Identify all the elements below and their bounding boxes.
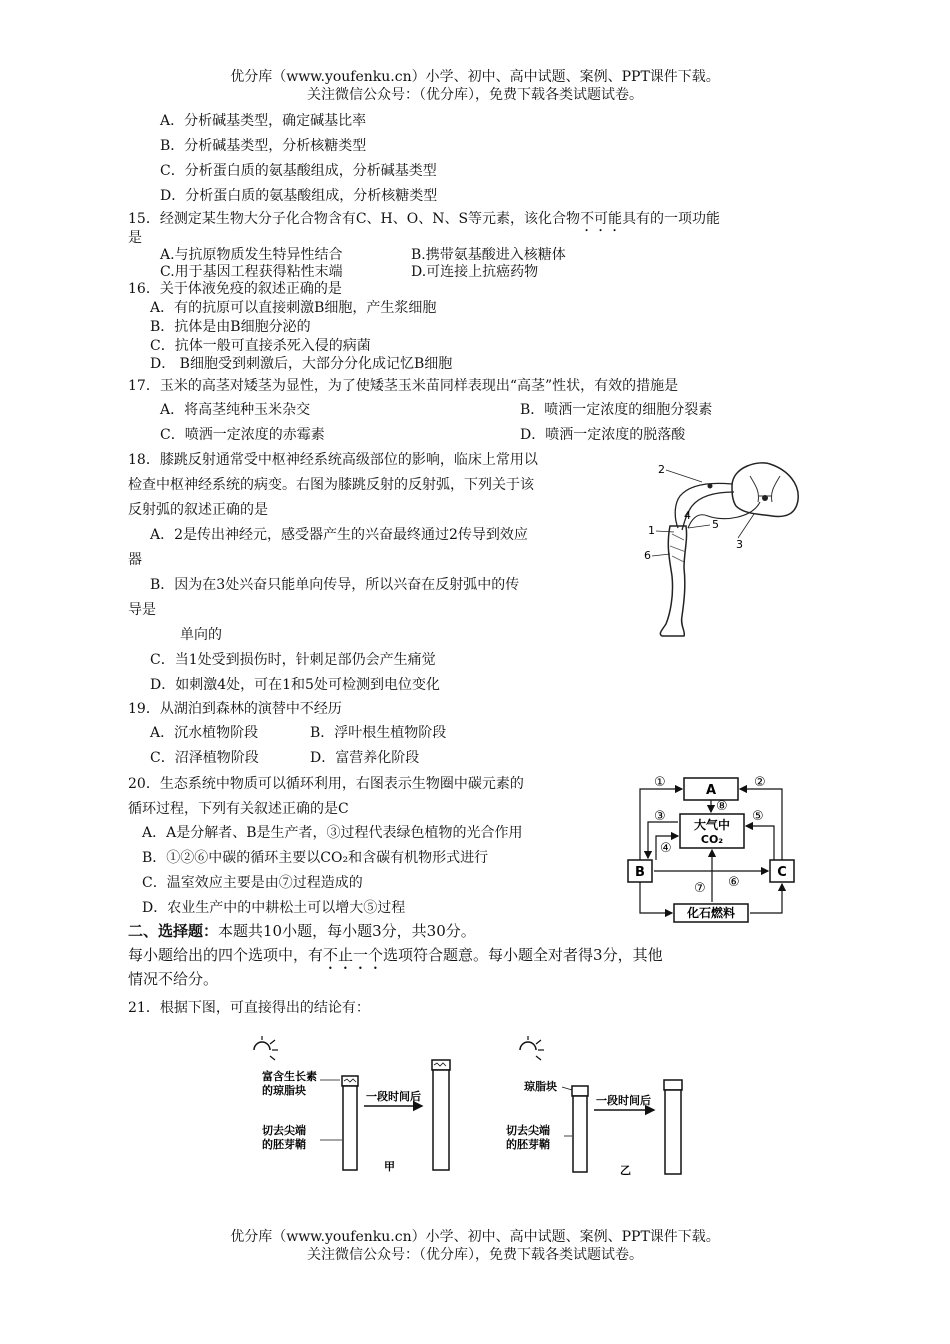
- q16-option-d: D． B细胞受到刺激后，大部分分化成记忆B细胞: [150, 356, 453, 372]
- q14-option-b: B．分析碱基类型，分析核糖类型: [160, 138, 367, 154]
- section-2-instructions-cont: 情况不给分。: [128, 970, 219, 988]
- reflex-label-4: 4: [684, 509, 691, 522]
- q18-stem-3: 反射弧的叙述正确的是: [128, 502, 268, 518]
- q20-stem-2: 循环过程，下列有关叙述正确的是C: [128, 801, 349, 817]
- q19-option-c: C．沼泽植物阶段: [150, 750, 259, 766]
- q18-stem-1: 18．膝跳反射通常受中枢神经系统高级部位的影响，临床上常用以: [128, 452, 538, 468]
- jia-arrow-text: 一段时间后: [366, 1090, 421, 1103]
- step-3: ③: [654, 809, 666, 824]
- section-2-heading: [128, 922, 476, 940]
- jia-caption: 甲: [384, 1160, 395, 1173]
- q20-stem-1: 20．生态系统中物质可以循环利用，右图表示生物圈中碳元素的: [128, 776, 524, 792]
- q16-stem: 16．关于体液免疫的叙述正确的是: [128, 281, 342, 297]
- yi-coleoptile-before: [573, 1096, 587, 1172]
- q20-option-b: B．①②⑥中碳的循环主要以CO₂和含碳有机物形式进行: [142, 850, 489, 866]
- q15-stem: 15．经测定某生物大分子化合物含有C、H、O、N、S等元素，该化合物不可能具有的一项功能: [128, 211, 721, 227]
- section-2-instructions: 每小题给出的四个选项中，有不止一个选项符合题意。每小题全对者得3分，其他: [128, 946, 663, 964]
- jia-coleoptile-after: [433, 1070, 449, 1170]
- jia-coleoptile-before: [343, 1086, 357, 1170]
- reflex-label-1: 1: [648, 524, 655, 537]
- q18-option-b-cont: 导是: [128, 602, 156, 618]
- q17-option-c: C．喷洒一定浓度的赤霉素: [160, 427, 325, 443]
- q20-option-a: A．A是分解者、B是生产者，③过程代表绿色植物的光合作用: [142, 825, 523, 841]
- reflex-label-5: 5: [712, 518, 719, 531]
- q19-option-a: A．沉水植物阶段: [150, 725, 259, 741]
- footer-line-1: 优分库（www.youfenku.cn）小学、初中、高中试题、案例、PPT课件下载。: [230, 1229, 720, 1245]
- step-7: ⑦: [694, 881, 706, 896]
- yi-agar-block: [572, 1086, 588, 1096]
- q18-option-a: A．2是传出神经元，感受器产生的兴奋最终通过2传导到效应: [150, 527, 528, 543]
- sun-icon-yi: [520, 1036, 544, 1060]
- section-2-title: 二、选择题：: [128, 922, 219, 940]
- q16-option-b: B．抗体是由B细胞分泌的: [150, 319, 311, 335]
- box-b-label: B: [635, 865, 645, 880]
- step-8: ⑧: [716, 799, 728, 814]
- q18-option-b-cont2: 单向的: [180, 627, 222, 643]
- reflex-label-2: 2: [658, 463, 665, 476]
- reflex-label-3: 3: [736, 538, 743, 551]
- yi-arrow-text: 一段时间后: [596, 1094, 651, 1107]
- yi-caption: 乙: [620, 1164, 631, 1177]
- box-c-label: C: [777, 865, 787, 880]
- carbon-cycle-figure: [624, 770, 810, 924]
- q18-stem-2: 检查中枢神经系统的病变。右图为膝跳反射的反射弧，下列关于该: [128, 477, 534, 493]
- q18-option-c: C．当1处受到损伤时，针刺足部仍会产生痛觉: [150, 652, 436, 668]
- jia-cut-label-1: 切去尖端: [262, 1124, 306, 1137]
- yi-cut-label-1: 切去尖端: [506, 1124, 550, 1137]
- q17-stem: 17．玉米的高茎对矮茎为显性，为了使矮茎玉米苗同样表现出“高茎”性状，有效的措施是: [128, 378, 679, 394]
- q15-stem-cont: 是: [128, 230, 142, 246]
- co2-label: CO₂: [700, 833, 724, 846]
- q17-option-a: A．将高茎纯种玉米杂交: [160, 402, 311, 418]
- reflex-arc-figure: [640, 456, 810, 640]
- sun-icon-jia: [254, 1036, 278, 1060]
- reflex-label-6: 6: [644, 549, 651, 562]
- q17-option-d: D．喷洒一定浓度的脱落酸: [520, 427, 686, 443]
- step-2: ②: [754, 775, 766, 790]
- coleoptile-figure: [246, 1036, 696, 1178]
- q18-option-b: B．因为在3处兴奋只能单向传导，所以兴奋在反射弧中的传: [150, 577, 520, 593]
- jia-cut-label-2: 的胚芽鞘: [262, 1138, 306, 1151]
- step-1: ①: [654, 775, 666, 790]
- yi-label: 琼脂块: [524, 1080, 557, 1093]
- yi-agar-after: [664, 1080, 682, 1090]
- q15-option-c: C.用于基因工程获得粘性末端: [160, 264, 343, 280]
- q15-emphasis: 不可能: [580, 211, 623, 227]
- q20-option-c: C．温室效应主要是由⑦过程造成的: [142, 875, 363, 891]
- fossil-label: 化石燃料: [686, 906, 736, 920]
- step-5: ⑤: [752, 809, 764, 824]
- q19-stem: 19．从湖泊到森林的演替中不经历: [128, 701, 342, 717]
- q14-option-a: A．分析碱基类型，确定碱基比率: [160, 113, 367, 129]
- header-line-2: 关注微信公众号：（优分库），免费下载各类试题试卷。: [307, 87, 643, 103]
- step-4: ④: [660, 841, 672, 856]
- q15-option-a: A.与抗原物质发生特异性结合: [160, 247, 343, 263]
- q16-option-a: A．有的抗原可以直接刺激B细胞，产生浆细胞: [150, 300, 437, 316]
- jia-label-2: 的琼脂块: [262, 1084, 306, 1097]
- q18-option-a-cont: 器: [128, 552, 142, 568]
- yi-cut-label-2: 的胚芽鞘: [506, 1138, 550, 1151]
- q14-option-c: C．分析蛋白质的氨基酸组成，分析碱基类型: [160, 163, 437, 179]
- footer-line-2: 关注微信公众号：（优分库），免费下载各类试题试卷。: [307, 1247, 643, 1263]
- q19-option-b: B．浮叶根生植物阶段: [310, 725, 447, 741]
- q15-option-b: B.携带氨基酸进入核糖体: [411, 247, 566, 263]
- atmosphere-label: 大气中: [693, 818, 731, 832]
- step-6: ⑥: [728, 875, 740, 890]
- q20-option-d: D．农业生产中的中耕松土可以增大⑤过程: [142, 900, 406, 916]
- yi-coleoptile-after: [665, 1090, 681, 1174]
- section-2-emphasis: 不止一个: [323, 946, 384, 964]
- q17-option-b: B．喷洒一定浓度的细胞分裂素: [520, 402, 713, 418]
- q16-option-c: C．抗体一般可直接杀死入侵的病菌: [150, 338, 371, 354]
- header-line-1: 优分库（www.youfenku.cn）小学、初中、高中试题、案例、PPT课件下载。: [230, 69, 720, 85]
- q15-option-d: D.可连接上抗癌药物: [411, 264, 539, 280]
- jia-label-1: 富含生长素: [262, 1070, 317, 1083]
- section-2-desc: 本题共10小题，每小题3分，共30分。: [218, 922, 476, 940]
- box-a-label: A: [705, 783, 717, 798]
- q18-option-d: D．如刺激4处，可在1和5处可检测到电位变化: [150, 677, 440, 693]
- q21-stem: 21．根据下图，可直接得出的结论有：: [128, 1000, 370, 1016]
- q19-option-d: D．富营养化阶段: [310, 750, 420, 766]
- q14-option-d: D．分析蛋白质的氨基酸组成，分析核糖类型: [160, 188, 438, 204]
